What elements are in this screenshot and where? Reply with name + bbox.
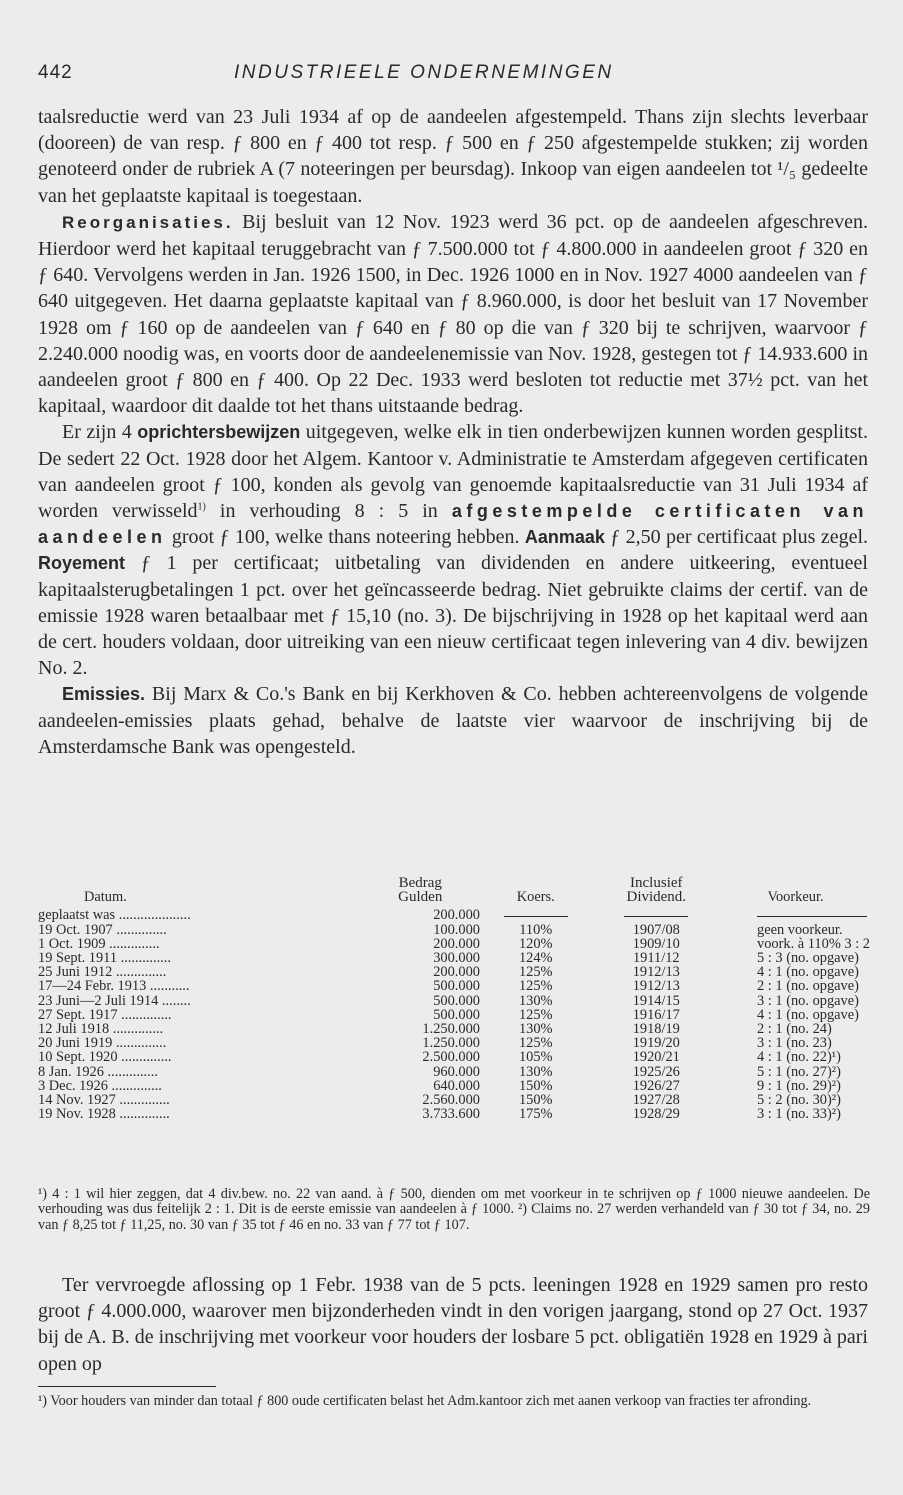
- cell-koers: 175%: [518, 1106, 553, 1123]
- table-row: [38, 1036, 870, 1050]
- table-row: [38, 1065, 870, 1079]
- cell-dividend: 1928/29: [632, 1106, 680, 1123]
- cell-voorkeur: 4 : 1 (no. opgave): [757, 1006, 859, 1023]
- paragraph-aflossing: Ter vervroegde aflossing op 1 Febr. 1938 van de 5 pcts. leeningen 1928 en 1929 samen pro resto groot ƒ 4.000.000, waarover men bijzonderheden vindt in den vorigen jaargang, stond op 27 Oct. 1937 bij de A. B. de inschrijving met voorkeur voor houders der losbare 5 pct. obligatiën 1928 en 1929 à pari open op: [38, 1274, 868, 1375]
- term-oprichtersbewijzen: oprichtersbewijzen: [137, 422, 301, 443]
- table-row: [38, 923, 870, 937]
- cell-koers: 105%: [518, 1049, 553, 1066]
- cell-voorkeur: 5 : 1 (no. 27)²): [757, 1063, 841, 1080]
- cell-dividend: 1925/26: [632, 1063, 680, 1080]
- cell-datum: 3 Dec. 1926 ..............: [38, 1077, 162, 1094]
- cell-dividend: 1914/15: [632, 992, 680, 1009]
- text-segment: ƒ 1 per certificaat; uitbetaling van dividenden en andere uitkeering, eventueel kapitaalsterugbetalingen 1 pct. over het geïncasseerde bedrag. Niet gebruikte claims der certif. van de emissie 1928 waren betaalbaar met ƒ 15,10 (no. 3). De bijschrijving in 1928 op het kapitaal werd aan de cert. houders voldaan, door uitreiking van een nieuw certificaat tegen inlevering van 4 div. bewijzen No. 2.: [38, 552, 868, 680]
- table-row: [38, 1022, 870, 1036]
- text-segment: ƒ 2,50 per certificaat plus zegel.: [604, 526, 869, 549]
- cell-datum: 25 Juni 1912 ..............: [38, 964, 167, 981]
- cell-datum: 8 Jan. 1926 ..............: [38, 1063, 158, 1080]
- cell-koers: 125%: [518, 978, 553, 995]
- cell-datum: 17—24 Febr. 1913 ...........: [38, 978, 190, 995]
- cell-bedrag: 960.000: [433, 1063, 480, 1080]
- cell-dividend-rule: [592, 908, 721, 922]
- cell-koers: 110%: [519, 921, 553, 938]
- table-row: [38, 979, 870, 993]
- cell-bedrag: 500.000: [433, 992, 480, 1009]
- cell-dividend: 1909/10: [632, 935, 680, 952]
- cell-dividend: 1912/13: [632, 964, 680, 981]
- cell-dividend: 1926/27: [632, 1077, 680, 1094]
- table-row: [38, 1107, 870, 1121]
- emissions-table: [38, 876, 870, 1121]
- table-header-row: [38, 876, 870, 908]
- cell-koers: 150%: [518, 1092, 553, 1109]
- cell-bedrag: 500.000: [433, 1006, 480, 1023]
- cell-koers: 125%: [518, 964, 553, 981]
- cell-koers: 130%: [518, 1063, 553, 1080]
- cell-voorkeur: geen voorkeur.: [757, 921, 843, 938]
- cell-koers: 150%: [518, 1077, 553, 1094]
- reorganisaties-text: Bij besluit van 12 Nov. 1923 werd 36 pct. op de aandeelen afgeschreven. Hierdoor werd het kapitaal teruggebracht van ƒ 7.500.000 tot ƒ 4.800.000 in aandeelen groot ƒ 320 en ƒ 640. Vervolgens werden in Jan. 1926 1500, in Dec. 1926 1000 en in Nov. 1927 4000 aandeelen van ƒ 640 uitgegeven. Het daarna geplaatste kapitaal van ƒ 8.960.000, is door het besluit van 17 November 1928 om ƒ 160 op de aandeelen van ƒ 640 en ƒ 80 op die van ƒ 320 bij te schrijven, waarvoor ƒ 2.240.000 noodig was, en voorts door de aandeelenemissie van Nov. 1928, gestegen tot ƒ 14.933.600 in aandeelen groot ƒ 800 en ƒ 400. Op 22 Dec. 1933 werd besloten tot reductie met 37½ pct. van het kapitaal, waardoor dit daalde tot het thans uitstaande bedrag.: [38, 210, 868, 418]
- cell-datum: 1 Oct. 1909 ..............: [38, 935, 160, 952]
- cell-bedrag: 2.500.000: [422, 1049, 480, 1066]
- header-bedrag-line1: Bedrag: [398, 875, 442, 891]
- text-segment: in verhouding 8 : 5 in: [205, 500, 452, 523]
- cell-bedrag: 2.560.000: [422, 1092, 480, 1109]
- cell-bedrag: 200.000: [433, 964, 480, 981]
- table-row: [38, 1093, 870, 1107]
- cell-koers-rule: [480, 908, 592, 922]
- page-header: [38, 62, 868, 92]
- page-number: 442: [38, 62, 73, 83]
- cell-voorkeur: 5 : 2 (no. 30)²): [757, 1092, 841, 1109]
- text-segment: Er zijn 4: [62, 421, 138, 444]
- text-segment: groot ƒ 100, welke thans noteering hebben.: [166, 526, 525, 549]
- cell-koers: 120%: [518, 935, 553, 952]
- cell-bedrag: 640.000: [433, 1077, 480, 1094]
- table-row: [38, 994, 870, 1008]
- rule-line: [757, 916, 867, 917]
- table-row: [38, 1008, 870, 1022]
- cell-dividend: 1907/08: [632, 921, 680, 938]
- header-bedrag-line2: Gulden: [398, 889, 443, 906]
- paragraph-certificaten: [38, 419, 868, 681]
- table-notes: ¹) 4 : 1 wil hier zeggen, dat 4 div.bew. no. 22 van aand. à ƒ 500, dienden om met voorkeur in te schrijven op ƒ 1000 nieuwe aandeelen. De verhouding was dus feitelijk 2 : 1. Dit is de eerste emissie van aandeelen à ƒ 1000. ²) Claims no. 27 werden verhandeld van ƒ 30 tot ƒ 34, no. 29 van ƒ 8,25 tot ƒ 11,25, no. 30 van ƒ 35 tot ƒ 46 en no. 33 van ƒ 77 tot ƒ 107.: [38, 1186, 870, 1233]
- cell-datum: geplaatst was ....................: [38, 907, 191, 924]
- cell-koers: 125%: [518, 1006, 553, 1023]
- cell-bedrag: 300.000: [433, 950, 480, 967]
- cell-voorkeur: 2 : 1 (no. 24): [757, 1021, 832, 1038]
- cell-voorkeur: voork. à 110% 3 : 2: [757, 935, 870, 952]
- cell-dividend: 1916/17: [632, 1006, 680, 1023]
- cell-koers: 130%: [518, 1021, 553, 1038]
- body-text: [38, 104, 868, 760]
- paragraph-emissies: [38, 681, 868, 760]
- header-koers: Koers.: [516, 889, 555, 906]
- cell-voorkeur: 4 : 1 (no. 22)¹): [757, 1049, 841, 1066]
- rule-line: [624, 916, 688, 917]
- cell-datum: 10 Sept. 1920 ..............: [38, 1049, 172, 1066]
- cell-koers: 125%: [518, 1035, 553, 1052]
- cell-bedrag: 200.000: [433, 935, 480, 952]
- cell-bedrag: 500.000: [433, 978, 480, 995]
- cell-voorkeur: 3 : 1 (no. 33)²): [757, 1106, 841, 1123]
- cell-dividend: 1911/12: [632, 950, 680, 967]
- heading-reorganisaties: Reorganisaties.: [62, 212, 234, 232]
- header-datum: Datum.: [84, 889, 127, 906]
- cell-voorkeur: 3 : 1 (no. opgave): [757, 992, 859, 1009]
- cell-voorkeur: 3 : 1 (no. 23): [757, 1035, 832, 1052]
- header-voorkeur: Voorkeur.: [767, 889, 824, 906]
- cell-voorkeur: 9 : 1 (no. 29)²): [757, 1077, 841, 1094]
- cell-bedrag: 100.000: [433, 921, 480, 938]
- cell-datum: 19 Oct. 1907 ..............: [38, 921, 167, 938]
- table-row: [38, 1050, 870, 1064]
- cell-datum: 19 Nov. 1928 ..............: [38, 1106, 170, 1123]
- footnote: ¹) Voor houders van minder dan totaal ƒ 800 oude certificaten belast het Adm.kantoor zich met aanen verkoop van fracties ter afronding.: [38, 1393, 812, 1409]
- header-bedrag: [361, 876, 480, 908]
- cell-dividend: 1918/19: [632, 1021, 680, 1038]
- emissies-text: Bij Marx & Co.'s Bank en bij Kerkhoven & Co. hebben achtereenvolgens de volgende aandeelen-emissies plaats gehad, behalve de laatste vier waarvoor de inschrijving bij de Amsterdamsche Bank was opengesteld.: [38, 683, 868, 758]
- table-row-geplaatst: [38, 908, 870, 922]
- cell-voorkeur: 4 : 1 (no. opgave): [757, 964, 859, 981]
- header-dividend: [592, 876, 721, 908]
- cell-datum: 14 Nov. 1927 ..............: [38, 1092, 170, 1109]
- header-dividend-line2: Dividend.: [626, 889, 687, 906]
- cell-dividend: 1920/21: [632, 1049, 680, 1066]
- paragraph-reorganisaties: [38, 209, 868, 420]
- header-dividend-line1: Inclusief: [630, 875, 683, 891]
- cell-koers: 130%: [518, 992, 553, 1009]
- cell-bedrag: 3.733.600: [422, 1106, 480, 1123]
- cell-dividend: 1919/20: [632, 1035, 680, 1052]
- term-aanmaak: Aanmaak: [524, 527, 605, 548]
- term-royement: Royement: [38, 553, 126, 574]
- cell-voorkeur: 5 : 3 (no. opgave): [757, 950, 859, 967]
- table-row: [38, 951, 870, 965]
- cell-bedrag: 1.250.000: [422, 1035, 480, 1052]
- cell-voorkeur-rule: [721, 908, 870, 922]
- running-title: INDUSTRIEELE ONDERNEMINGEN: [234, 62, 614, 83]
- cell-datum: 12 Juli 1918 ..............: [38, 1021, 164, 1038]
- heading-emissies: Emissies.: [62, 684, 146, 705]
- footnote-ref: 1): [197, 501, 206, 513]
- cell-datum: 23 Juni—2 Juli 1914 ........: [38, 992, 191, 1009]
- cell-datum: 19 Sept. 1911 ..............: [38, 950, 171, 967]
- table-row: [38, 965, 870, 979]
- cell-dividend: 1927/28: [632, 1092, 680, 1109]
- table-row: [38, 1079, 870, 1093]
- cell-datum: 20 Juni 1919 ..............: [38, 1035, 167, 1052]
- cell-voorkeur: 2 : 1 (no. opgave): [757, 978, 859, 995]
- cell-bedrag: 200.000: [433, 907, 480, 924]
- table-row: [38, 937, 870, 951]
- cell-bedrag: 1.250.000: [422, 1021, 480, 1038]
- term-afgestempelde-certificaten: afgestempelde certificaten van aandeelen: [38, 501, 868, 548]
- footnote-rule: [38, 1386, 216, 1387]
- paragraph-1: taalsreductie werd van 23 Juli 1934 af op de aandeelen afgestempeld. Thans zijn slechts leverbaar (dooreen) de van resp. ƒ 800 en ƒ 400 tot resp. ƒ 500 en ƒ 250 afgestempelde stukken; zij worden genoteerd onder de rubriek A (7 noteeringen per beursdag). Inkoop van eigen aandeelen tot ¹/₅ gedeelte van het geplaatste kapitaal is toegestaan.: [38, 106, 868, 207]
- rule-line: [504, 916, 568, 917]
- cell-dividend: 1912/13: [632, 978, 680, 995]
- cell-datum: 27 Sept. 1917 ..............: [38, 1006, 172, 1023]
- cell-koers: 124%: [518, 950, 553, 967]
- text-segment: uitgegeven, welke elk in tien onderbewijzen kunnen worden gesplitst. De sedert 22 Oct. 1928 door het Algem. Kantoor v. Administratie te Amsterdam afgegeven certificaten van aandeelen groot ƒ 100, konden als gevolg van genoemde kapitaalsreductie van 31 Juli 1934 af worden verwisseld: [38, 421, 868, 523]
